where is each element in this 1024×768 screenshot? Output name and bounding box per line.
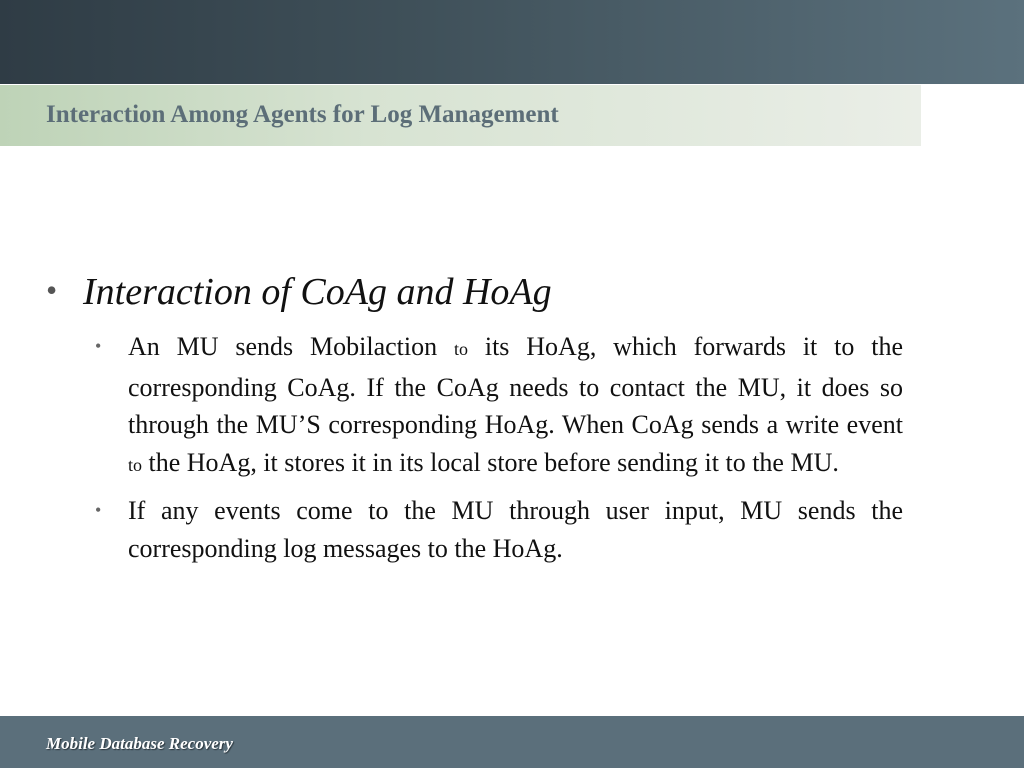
sub-bullet-text-part: the HoAg, it stores it in its local store before sending it to the MU. bbox=[142, 447, 839, 477]
sub-bullet-item bbox=[95, 328, 903, 484]
slide-title: Interaction Among Agents for Log Management bbox=[46, 101, 559, 128]
header-band bbox=[0, 0, 1024, 84]
sub-bullet-text-part: An MU sends Mobilaction bbox=[128, 332, 454, 361]
sub-bullet-list bbox=[95, 328, 903, 575]
small-word: to bbox=[128, 454, 143, 475]
sub-bullet-text: If any events come to the MU through user input, MU sends the corresponding log messages to the HoAg. bbox=[128, 496, 903, 563]
sub-bullet-item bbox=[95, 492, 903, 567]
footer-text: Mobile Database Recovery bbox=[46, 734, 233, 753]
sub-bullet-dot-icon: • bbox=[95, 500, 102, 520]
sub-bullet-dot-icon: • bbox=[95, 336, 102, 356]
small-word: to bbox=[453, 339, 468, 359]
bullet-level1-text: Interaction of CoAg and HoAg bbox=[83, 271, 552, 313]
bullet-dot-icon: • bbox=[46, 272, 58, 308]
sub-bullet-text-part: its HoAg, which forwards it to the corresponding CoAg. If the CoAg needs to contact the MU, it does so through the MU’S corresponding HoAg. When CoAg sends a write event bbox=[128, 332, 903, 439]
